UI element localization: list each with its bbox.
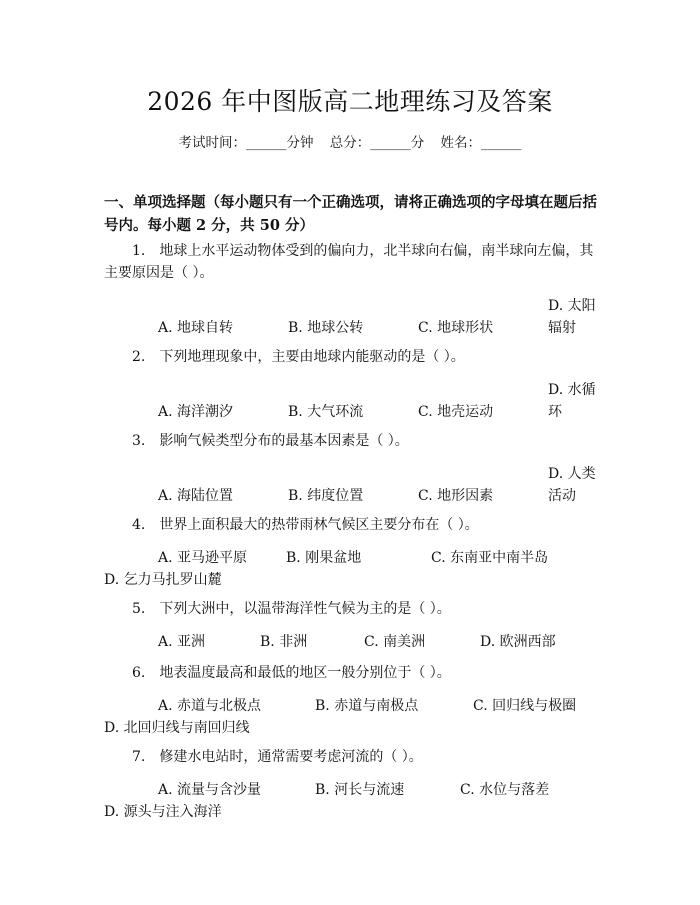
option-c: C. 地球形状	[418, 320, 494, 336]
question-options	[104, 779, 600, 823]
option-b: B. 非洲	[260, 634, 308, 650]
option-b: B. 纬度位置	[288, 488, 364, 504]
question-1	[104, 240, 600, 339]
question-stem: 5. 下列大洲中，以温带海洋性气候为主的是（ ）。	[132, 601, 451, 617]
question-stem: 3. 影响气候类型分布的最基本因素是（ ）。	[132, 433, 409, 449]
option-b: B. 地球公转	[288, 320, 364, 336]
question-options	[104, 463, 600, 507]
option-d: D. 源头与注入海洋	[104, 804, 222, 820]
option-d: D. 太阳辐射	[548, 298, 596, 336]
option-b: B. 刚果盆地	[286, 550, 362, 566]
question-options	[104, 547, 600, 591]
question-3	[104, 430, 600, 507]
question-options	[104, 379, 600, 423]
option-c: C. 地形因素	[418, 488, 494, 504]
question-stem: 6. 地表温度最高和最低的地区一般分别位于（ ）。	[132, 665, 451, 681]
option-c: C. 南美洲	[364, 634, 426, 650]
question-stem: 7. 修建水电站时，通常需要考虑河流的（ ）。	[132, 749, 423, 765]
question-5	[104, 598, 600, 653]
option-a: A. 海洋潮汐	[158, 404, 234, 420]
question-4	[104, 514, 600, 591]
option-d: D. 北回归线与南回归线	[104, 720, 250, 736]
total-score-label: 总分：______分	[329, 135, 425, 151]
option-a: A. 赤道与北极点	[158, 698, 262, 714]
option-c: C. 东南亚中南半岛	[431, 550, 549, 566]
option-a: A. 亚马逊平原	[158, 550, 248, 566]
question-stem: 4. 世界上面积最大的热带雨林气候区主要分布在（ ）。	[132, 517, 479, 533]
option-c: C. 地壳运动	[418, 404, 494, 420]
option-a: A. 亚洲	[158, 634, 206, 650]
question-options	[104, 695, 600, 739]
question-stem: 1. 地球上水平运动物体受到的偏向力，北半球向右偏，南半球向左偏，其主要原因是（ ）。	[104, 243, 594, 281]
section-heading: 一、单项选择题（每小题只有一个正确选项，请将正确选项的字母填在题后括号内。每小题 2 分，共 50 分）	[104, 194, 597, 234]
option-d: D. 欧洲西部	[480, 634, 556, 650]
page-title: 2026 年中图版高二地理练习及答案	[147, 87, 553, 116]
option-a: A. 海陆位置	[158, 488, 234, 504]
option-b: B. 赤道与南极点	[315, 698, 419, 714]
question-7	[104, 746, 600, 823]
option-d: D. 水循环	[548, 382, 596, 420]
exam-time-label: 考试时间：______分钟	[178, 135, 314, 151]
option-d: D. 乞力马扎罗山麓	[104, 572, 222, 588]
option-a: A. 流量与含沙量	[158, 782, 262, 798]
option-b: B. 河长与流速	[315, 782, 405, 798]
option-c: C. 水位与落差	[460, 782, 550, 798]
question-options	[104, 631, 600, 653]
option-b: B. 大气环流	[288, 404, 364, 420]
option-a: A. 地球自转	[158, 320, 234, 336]
option-d: D. 人类活动	[548, 466, 596, 504]
question-options	[104, 295, 600, 339]
question-6	[104, 662, 600, 739]
option-c: C. 回归线与极圈	[473, 698, 577, 714]
question-2	[104, 346, 600, 423]
question-stem: 2. 下列地理现象中，主要由地球内能驱动的是（ ）。	[132, 349, 465, 365]
exam-meta	[0, 131, 700, 151]
student-name-label: 姓名：______	[440, 135, 522, 151]
